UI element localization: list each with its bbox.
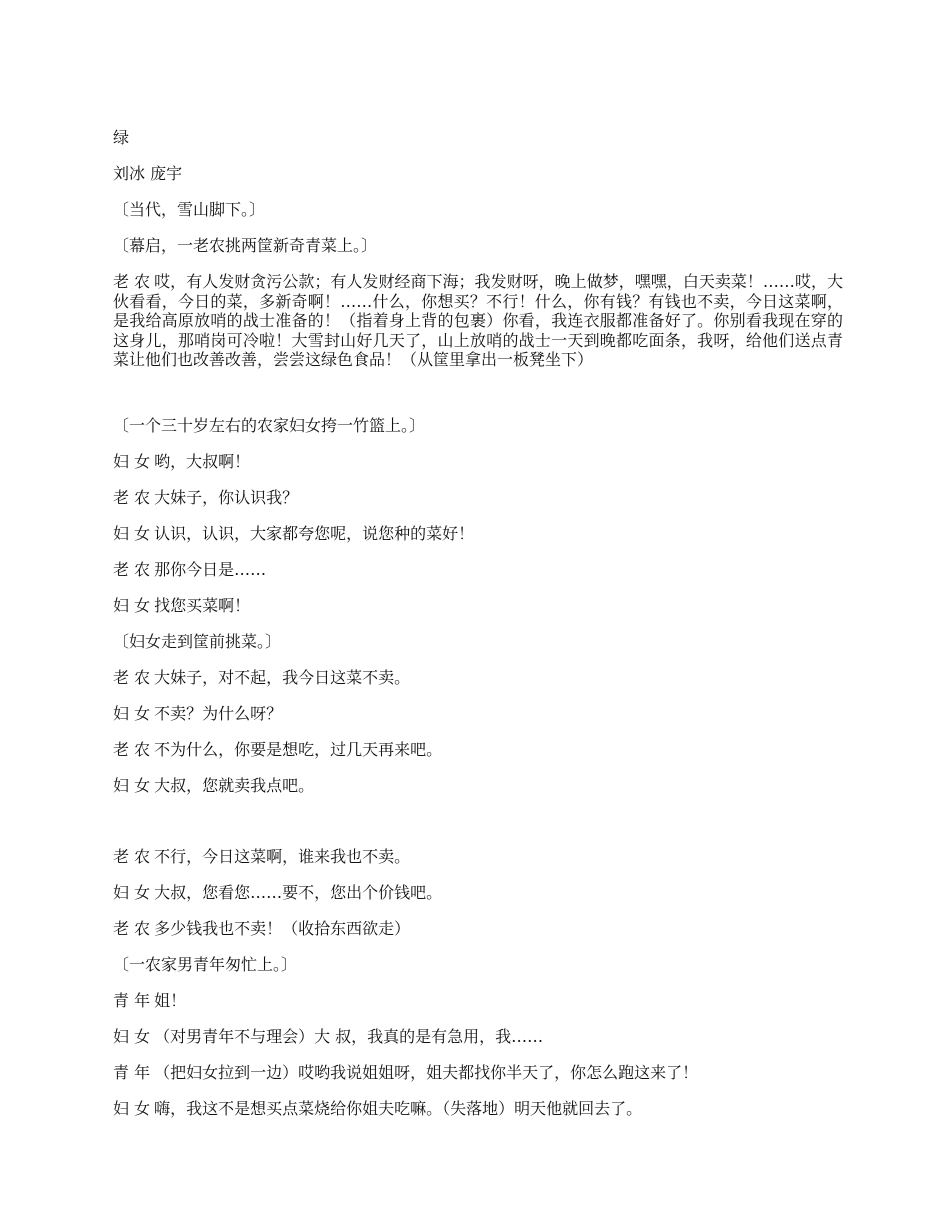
dialogue-text: 那你今日是…… [154,560,267,579]
speaker-name: 妇 女 [113,776,151,795]
dialogue-text: 不行，今日这菜啊，谁来我也不卖。 [154,847,411,866]
speaker-name: 青 年 [113,991,151,1010]
dialogue-line [113,704,282,723]
dialogue-text: 哎，有人发财贪污公款；有人发财经商下海；我发财呀，晚上做梦，嘿嘿，白天卖菜！……哎，大伙看看，今日的菜，多新奇啊！……什么，你想买？不行！什么，你有钱？有钱也不卖，今日这菜啊，是我给高原放哨的战士准备的！（指着身上背的包裹）你看，我连衣服都准备好了。你别看我现在穿的这身儿，那哨岗可冷啦！大雪封山好几天了，山上放哨的战士一天到晚都吃面条，我呀，给他们送点青菜让他们也改善改善，尝尝这绿色食品！（从筐里拿出一板凳坐下） [113,272,843,369]
dialogue-text: 姐！ [154,991,187,1010]
dialogue-line [113,883,442,902]
stage-direction: 〔幕启，一老农挑两筐新奇青菜上。〕 [113,236,378,255]
dialogue-text: 找您买菜啊！ [154,596,251,615]
speaker-name: 妇 女 [113,1027,151,1046]
dialogue-line [113,776,314,795]
dialogue-text: 不卖？为什么呀？ [154,704,283,723]
speaker-name: 妇 女 [113,883,151,902]
speaker-name: 妇 女 [113,704,151,723]
play-title: 绿 [113,128,130,147]
stage-direction: 〔当代，雪山脚下。〕 [113,200,266,219]
speaker-name: 妇 女 [113,524,151,543]
dialogue-line [113,452,250,471]
speaker-name: 妇 女 [113,452,151,471]
speaker-name: 老 农 [113,560,151,579]
speaker-name: 老 农 [113,272,151,291]
dialogue-line [113,596,250,615]
speaker-name: 青 年 [113,1063,151,1082]
speaker-name: 老 农 [113,740,151,759]
dialogue-line [113,991,186,1010]
dialogue-text: 多少钱我也不卖！（收拾东西欲走） [154,919,411,938]
dialogue-line [113,1063,698,1082]
stage-direction: 〔一农家男青年匆忙上。〕 [113,955,298,974]
dialogue-text: 嗨，我这不是想买点菜烧给你姐夫吃嘛。（失落地）明天他就回去了。 [154,1099,643,1118]
dialogue-text: （把妇女拉到一边）哎哟我说姐姐呀，姐夫都找你半天了，你怎么跑这来了！ [154,1063,699,1082]
speaker-name: 老 农 [113,919,151,938]
stage-direction: 〔一个三十岁左右的农家妇女挎一竹篮上。〕 [113,416,426,435]
dialogue-text: 大妹子，你认识我？ [154,488,299,507]
dialogue-line [113,488,298,507]
dialogue-text: 大叔，您看您……要不，您出个价钱吧。 [154,883,443,902]
dialogue-line [113,524,474,543]
dialogue-line [113,668,410,687]
dialogue-line [113,740,442,759]
dialogue-text: （对男青年不与理会）大 叔，我真的是有急用，我…… [154,1027,544,1046]
speaker-name: 妇 女 [113,1099,151,1118]
dialogue-line [113,1027,543,1046]
authors: 刘冰 庞宇 [113,164,183,183]
speaker-name: 老 农 [113,488,151,507]
dialogue-line [113,560,266,579]
dialogue-line [113,919,410,938]
dialogue-line [113,847,410,866]
dialogue-line [113,1099,642,1118]
dialogue-text: 大妹子，对不起，我今日这菜不卖。 [154,668,411,687]
monologue-paragraph [113,272,843,370]
dialogue-text: 哟，大叔啊！ [154,452,251,471]
dialogue-text: 认识，认识，大家都夸您呢，说您种的菜好！ [154,524,475,543]
speaker-name: 老 农 [113,847,151,866]
stage-direction: 〔妇女走到筐前挑菜。〕 [113,632,282,651]
speaker-name: 老 农 [113,668,151,687]
dialogue-text: 大叔，您就卖我点吧。 [154,776,315,795]
speaker-name: 妇 女 [113,596,151,615]
dialogue-text: 不为什么，你要是想吃，过几天再来吧。 [154,740,443,759]
